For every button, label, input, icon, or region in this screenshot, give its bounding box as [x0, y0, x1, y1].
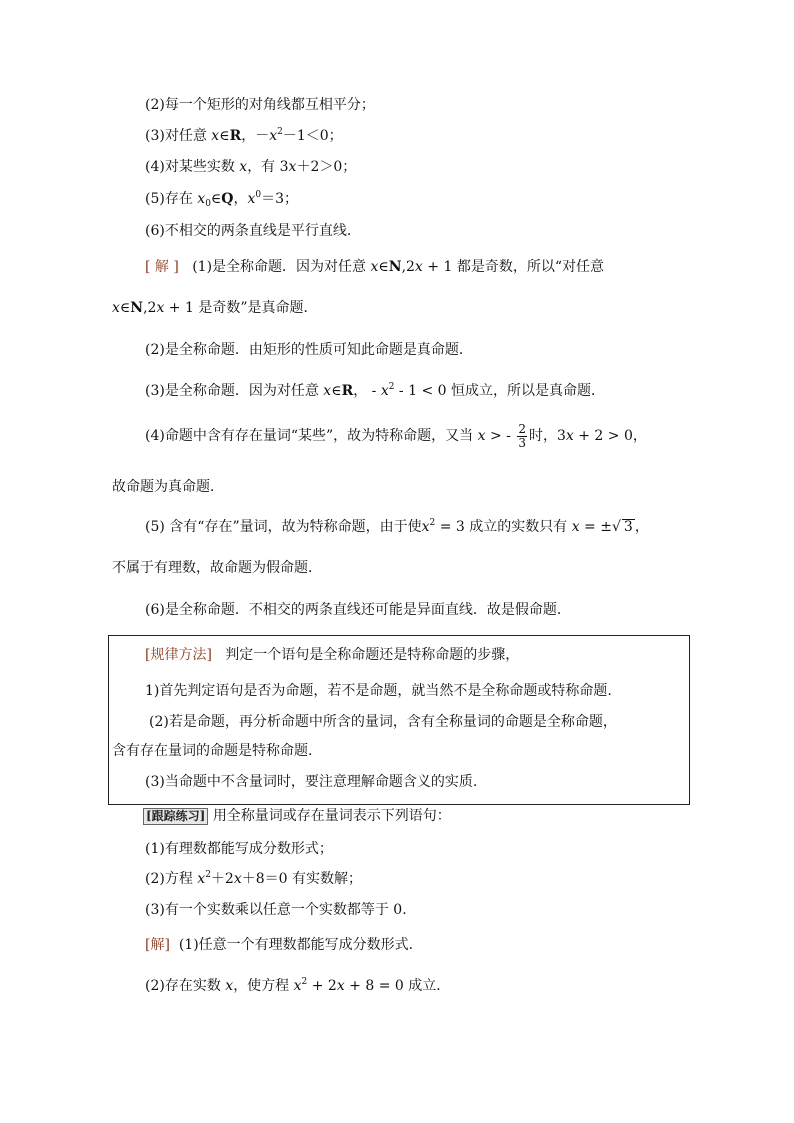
- practice-q3: (3)有一个实数乘以任意一个实数都等于 0.: [145, 902, 407, 918]
- item-6: (6)不相交的两条直线是平行直线．: [145, 223, 361, 239]
- item-5: (5)存在 $x_0\in Q$，$x^0=3$；: [145, 190, 299, 209]
- method-title: [规律方法] 判定一个语句是全称命题还是特称命题的步骤，: [145, 647, 520, 663]
- solution-3: (3)是全称命题．因为对任意 x∈R， - $x^2 - 1 < 0$ 恒成立，所以是真命题．: [145, 382, 606, 399]
- method-p1: 1)首先判定语句是否为命题，若不是命题，就当然不是全称命题或特称命题.: [145, 683, 612, 699]
- solution-6: (6)是全称命题．不相交的两条直线还可能是异面直线．故是假命题．: [145, 602, 571, 618]
- practice-tag: [跟踪练习]: [143, 808, 208, 825]
- solution-4-cont: 故命题为真命题．: [112, 479, 224, 495]
- solution-tag: [ 解 ]: [145, 259, 179, 275]
- method-p2: (2)若是命题，再分析命题中所含的量词，含有全称量词的命题是全称命题，: [149, 714, 617, 730]
- practice-q2: (2)方程 $x^2+2x+8=0$ 有实数解；: [145, 870, 363, 887]
- solution-1: [ 解 ] (1)是全称命题．因为对任意 x∈N,2x + 1 都是奇数，所以“对任意: [145, 259, 604, 275]
- item-2: (2)每一个矩形的对角线都互相平分；: [145, 97, 375, 113]
- solution-4: (4)命题中含有存在量词“某些”，故为特称命题，又当 x > - $\frac{2}{3}$ 时，3x + 2 > 0，: [145, 421, 647, 450]
- method-p2-cont: 含有存在量词的命题是特称命题.: [112, 743, 313, 759]
- solution-2: (2)是全称命题．由矩形的性质可知此命题是真命题．: [145, 342, 473, 358]
- fraction: $\frac{2}{3}$: [518, 421, 526, 450]
- solution-5-cont: 不属于有理数，故命题为假命题．: [112, 560, 322, 576]
- solution-5: (5) 含有“存在”量词，故为特称命题，由于使$x^2 = 3$ 成立的实数只有 x = ±√ 3 ，: [145, 518, 649, 535]
- sqrt-sign: √: [611, 519, 621, 535]
- method-p3: (3)当命题中不含量词时，要注意理解命题含义的实质.: [145, 774, 478, 790]
- solution-1-cont: x∈N,2x + 1 是奇数”是真命题．: [112, 300, 318, 316]
- practice-answer-1: [解] (1)任意一个有理数都能写成分数形式．: [145, 937, 423, 953]
- practice-title: [跟踪练习] 用全称量词或存在量词表示下列语句：: [143, 807, 451, 825]
- item-3: (3)对任意 x∈R，$-x^2-1<0$；: [145, 127, 343, 144]
- item-4: (4)对某些实数 x，有 3x＋2＞0；: [145, 159, 357, 175]
- practice-q1: (1)有理数都能写成分数形式；: [145, 841, 333, 857]
- practice-answer-2: (2)存在实数 x，使方程 $x^2 + 2x + 8 = 0$ 成立．: [145, 977, 451, 994]
